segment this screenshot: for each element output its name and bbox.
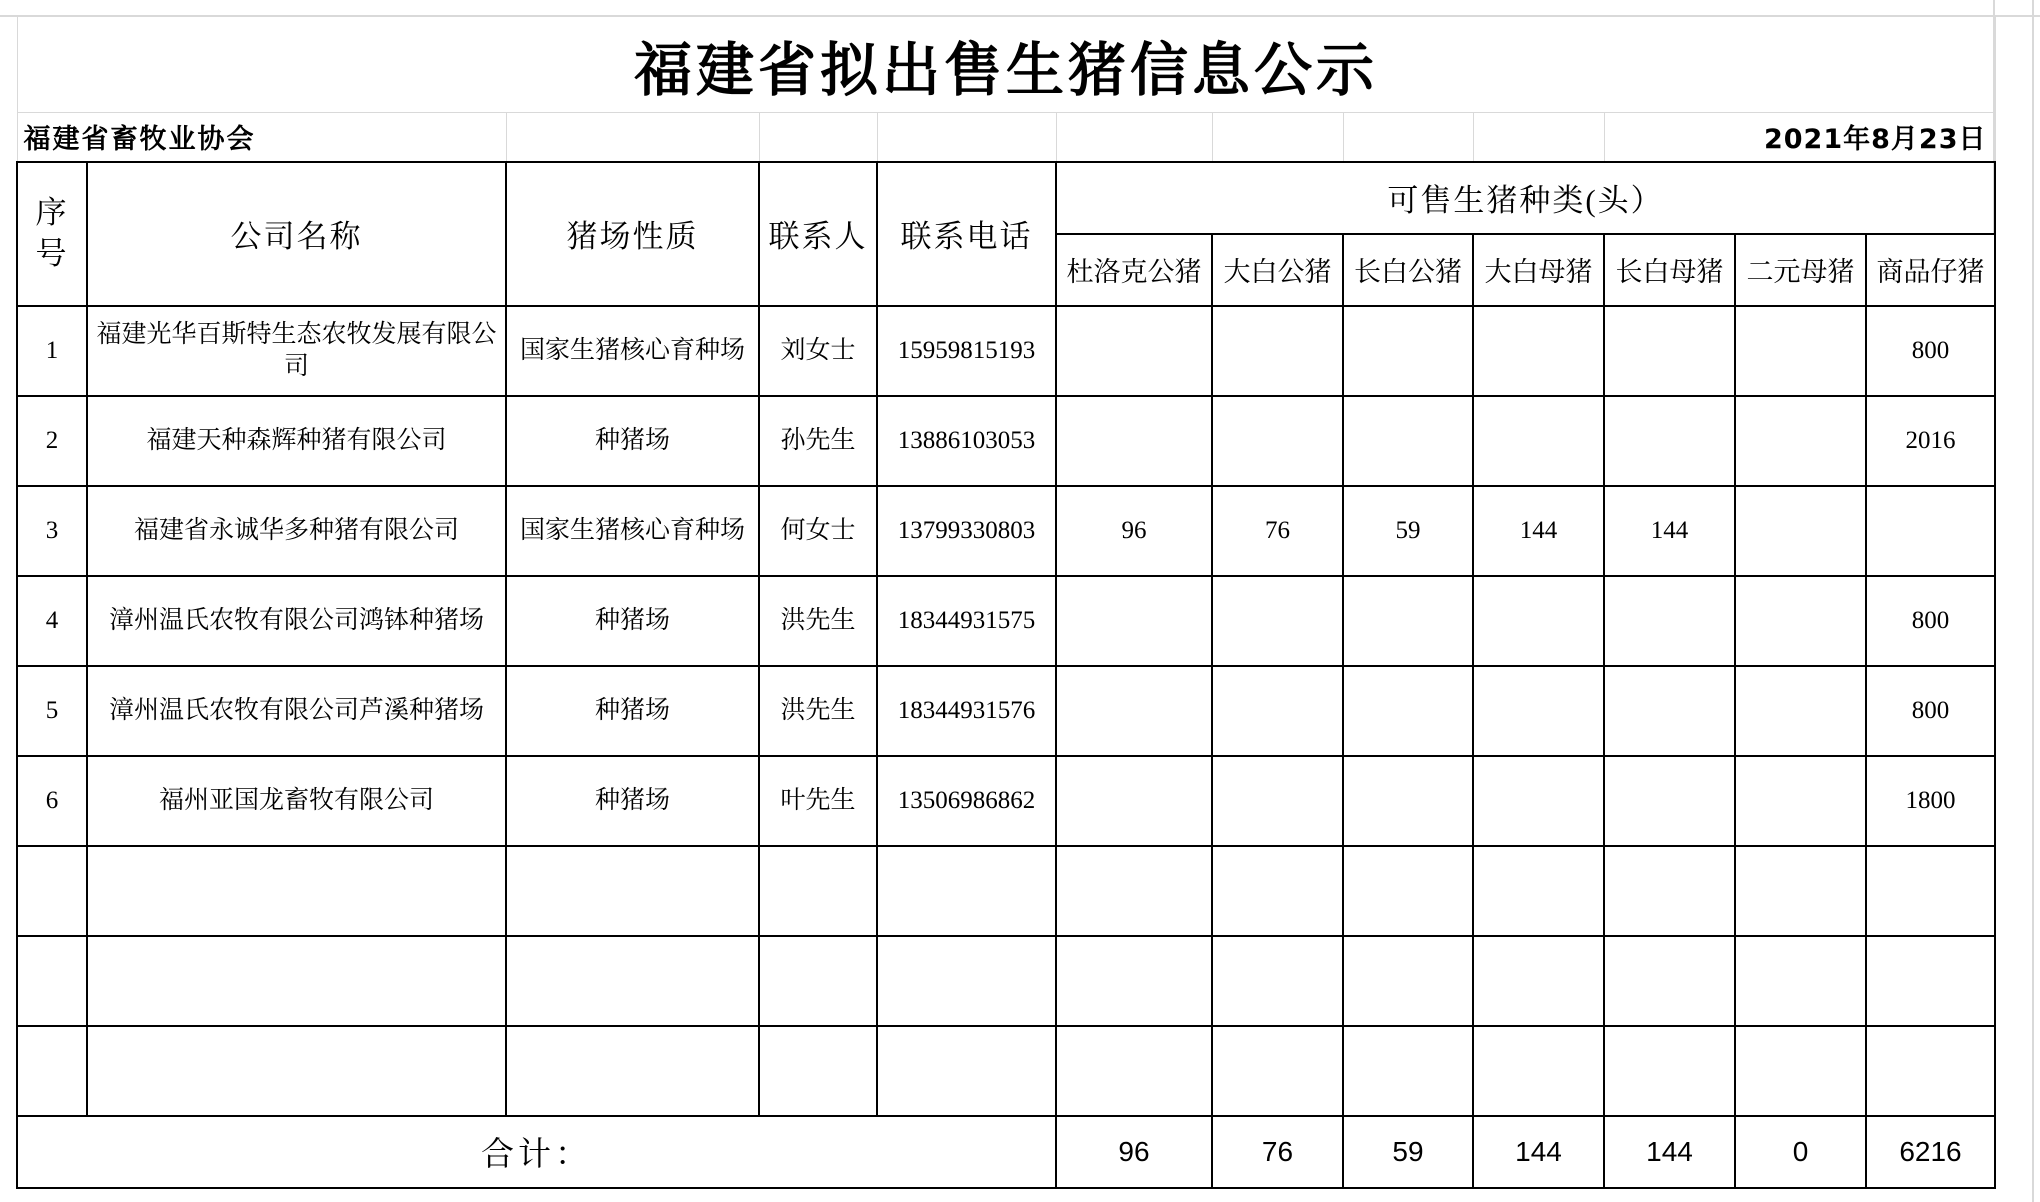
count-cell bbox=[1212, 756, 1343, 846]
count-cell bbox=[1735, 396, 1866, 486]
empty-cell bbox=[1473, 936, 1604, 1026]
total-label: 合计： bbox=[17, 1116, 1056, 1188]
count-cell bbox=[1473, 576, 1604, 666]
count-cell bbox=[1343, 396, 1473, 486]
company-cell: 福建光华百斯特生态农牧发展有限公司 bbox=[87, 306, 506, 396]
empty-cell bbox=[17, 936, 87, 1026]
farm-type-cell: 种猪场 bbox=[506, 666, 759, 756]
table-row bbox=[17, 756, 1995, 846]
empty-row bbox=[17, 846, 1995, 936]
company-cell: 福建天种森辉种猪有限公司 bbox=[87, 396, 506, 486]
empty-cell bbox=[1212, 936, 1343, 1026]
count-cell bbox=[1735, 486, 1866, 576]
empty-cell bbox=[87, 1026, 506, 1116]
count-cell bbox=[1735, 756, 1866, 846]
empty-cell bbox=[1212, 1026, 1343, 1116]
header-phone: 联系电话 bbox=[877, 162, 1056, 306]
empty-cell bbox=[759, 846, 877, 936]
farm-type-cell: 种猪场 bbox=[506, 756, 759, 846]
seq-cell: 4 bbox=[17, 576, 87, 666]
count-cell bbox=[1056, 306, 1212, 396]
pig-sale-table bbox=[16, 16, 1996, 1189]
table-row bbox=[17, 576, 1995, 666]
page-title: 福建省拟出售生猪信息公示 bbox=[17, 17, 1995, 113]
count-cell bbox=[1343, 306, 1473, 396]
count-cell bbox=[1473, 756, 1604, 846]
empty-cell bbox=[1866, 846, 1995, 936]
count-cell: 800 bbox=[1866, 576, 1995, 666]
count-cell bbox=[1343, 576, 1473, 666]
header-type: 长白母猪 bbox=[1604, 234, 1735, 306]
table-row bbox=[17, 306, 1995, 396]
count-cell: 144 bbox=[1604, 486, 1735, 576]
organization-name: 福建省畜牧业协会 bbox=[17, 113, 506, 162]
count-cell bbox=[1212, 576, 1343, 666]
seq-cell: 3 bbox=[17, 486, 87, 576]
company-cell: 福州亚国龙畜牧有限公司 bbox=[87, 756, 506, 846]
farm-type-cell: 国家生猪核心育种场 bbox=[506, 306, 759, 396]
count-cell bbox=[1473, 306, 1604, 396]
header-company: 公司名称 bbox=[87, 162, 506, 306]
total-value: 59 bbox=[1343, 1116, 1473, 1188]
seq-cell: 2 bbox=[17, 396, 87, 486]
empty-cell bbox=[1056, 936, 1212, 1026]
contact-cell: 何女士 bbox=[759, 486, 877, 576]
phone-cell: 13799330803 bbox=[877, 486, 1056, 576]
header-type: 商品仔猪 bbox=[1866, 234, 1995, 306]
empty-cell bbox=[17, 846, 87, 936]
count-cell bbox=[1056, 666, 1212, 756]
count-cell: 144 bbox=[1473, 486, 1604, 576]
phone-cell: 18344931575 bbox=[877, 576, 1056, 666]
empty-row bbox=[17, 936, 1995, 1026]
total-value: 0 bbox=[1735, 1116, 1866, 1188]
empty-cell bbox=[1056, 846, 1212, 936]
empty-cell bbox=[1735, 1026, 1866, 1116]
empty-cell bbox=[87, 936, 506, 1026]
count-cell bbox=[1056, 756, 1212, 846]
count-cell bbox=[1604, 396, 1735, 486]
total-value: 76 bbox=[1212, 1116, 1343, 1188]
empty-row bbox=[17, 1026, 1995, 1116]
publish-date: 2021年8月23日 bbox=[1604, 113, 1995, 162]
count-cell: 800 bbox=[1866, 306, 1995, 396]
count-cell bbox=[1866, 486, 1995, 576]
seq-cell: 1 bbox=[17, 306, 87, 396]
farm-type-cell: 种猪场 bbox=[506, 396, 759, 486]
empty-cell bbox=[1343, 1026, 1473, 1116]
count-cell bbox=[1343, 756, 1473, 846]
empty-cell bbox=[1604, 936, 1735, 1026]
empty-cell bbox=[506, 1026, 759, 1116]
contact-cell: 叶先生 bbox=[759, 756, 877, 846]
count-cell: 76 bbox=[1212, 486, 1343, 576]
table-row bbox=[17, 666, 1995, 756]
count-cell bbox=[1604, 576, 1735, 666]
count-cell bbox=[1212, 666, 1343, 756]
empty-cell bbox=[87, 846, 506, 936]
empty-cell bbox=[1866, 936, 1995, 1026]
empty-cell bbox=[877, 846, 1056, 936]
phone-cell: 13506986862 bbox=[877, 756, 1056, 846]
seq-cell: 5 bbox=[17, 666, 87, 756]
company-cell: 福建省永诚华多种猪有限公司 bbox=[87, 486, 506, 576]
count-cell bbox=[1604, 756, 1735, 846]
empty-cell bbox=[1735, 936, 1866, 1026]
empty-cell bbox=[1343, 936, 1473, 1026]
contact-cell: 刘女士 bbox=[759, 306, 877, 396]
table-row bbox=[17, 396, 1995, 486]
count-cell bbox=[1212, 306, 1343, 396]
header-type: 长白公猪 bbox=[1343, 234, 1473, 306]
table-row bbox=[17, 486, 1995, 576]
total-value: 6216 bbox=[1866, 1116, 1995, 1188]
count-cell bbox=[1056, 396, 1212, 486]
empty-cell bbox=[506, 846, 759, 936]
farm-type-cell: 种猪场 bbox=[506, 576, 759, 666]
company-cell: 漳州温氏农牧有限公司鸿钵种猪场 bbox=[87, 576, 506, 666]
total-value: 144 bbox=[1604, 1116, 1735, 1188]
count-cell: 800 bbox=[1866, 666, 1995, 756]
count-cell: 1800 bbox=[1866, 756, 1995, 846]
company-cell: 漳州温氏农牧有限公司芦溪种猪场 bbox=[87, 666, 506, 756]
phone-cell: 13886103053 bbox=[877, 396, 1056, 486]
count-cell bbox=[1473, 396, 1604, 486]
empty-cell bbox=[1473, 1026, 1604, 1116]
header-contact: 联系人 bbox=[759, 162, 877, 306]
header-type: 大白公猪 bbox=[1212, 234, 1343, 306]
empty-cell bbox=[877, 936, 1056, 1026]
seq-cell: 6 bbox=[17, 756, 87, 846]
header-type: 杜洛克公猪 bbox=[1056, 234, 1212, 306]
count-cell bbox=[1473, 666, 1604, 756]
header-seq: 序号 bbox=[17, 162, 87, 306]
count-cell bbox=[1343, 666, 1473, 756]
empty-cell bbox=[1212, 846, 1343, 936]
total-value: 96 bbox=[1056, 1116, 1212, 1188]
empty-cell bbox=[506, 936, 759, 1026]
count-cell: 96 bbox=[1056, 486, 1212, 576]
empty-cell bbox=[1604, 1026, 1735, 1116]
empty-cell bbox=[1866, 1026, 1995, 1116]
header-type: 二元母猪 bbox=[1735, 234, 1866, 306]
empty-cell bbox=[1473, 846, 1604, 936]
empty-cell bbox=[1735, 846, 1866, 936]
total-value: 144 bbox=[1473, 1116, 1604, 1188]
count-cell bbox=[1212, 396, 1343, 486]
empty-cell bbox=[877, 1026, 1056, 1116]
farm-type-cell: 国家生猪核心育种场 bbox=[506, 486, 759, 576]
header-pig-types-group: 可售生猪种类(头） bbox=[1056, 162, 1995, 234]
empty-cell bbox=[759, 1026, 877, 1116]
count-cell: 59 bbox=[1343, 486, 1473, 576]
count-cell bbox=[1735, 306, 1866, 396]
count-cell bbox=[1056, 576, 1212, 666]
count-cell bbox=[1735, 666, 1866, 756]
header-type: 大白母猪 bbox=[1473, 234, 1604, 306]
phone-cell: 18344931576 bbox=[877, 666, 1056, 756]
empty-cell bbox=[759, 936, 877, 1026]
header-farm-type: 猪场性质 bbox=[506, 162, 759, 306]
empty-cell bbox=[1604, 846, 1735, 936]
empty-cell bbox=[1056, 1026, 1212, 1116]
count-cell bbox=[1735, 576, 1866, 666]
empty-cell bbox=[17, 1026, 87, 1116]
count-cell: 2016 bbox=[1866, 396, 1995, 486]
contact-cell: 孙先生 bbox=[759, 396, 877, 486]
count-cell bbox=[1604, 306, 1735, 396]
contact-cell: 洪先生 bbox=[759, 576, 877, 666]
phone-cell: 15959815193 bbox=[877, 306, 1056, 396]
contact-cell: 洪先生 bbox=[759, 666, 877, 756]
count-cell bbox=[1604, 666, 1735, 756]
empty-cell bbox=[1343, 846, 1473, 936]
